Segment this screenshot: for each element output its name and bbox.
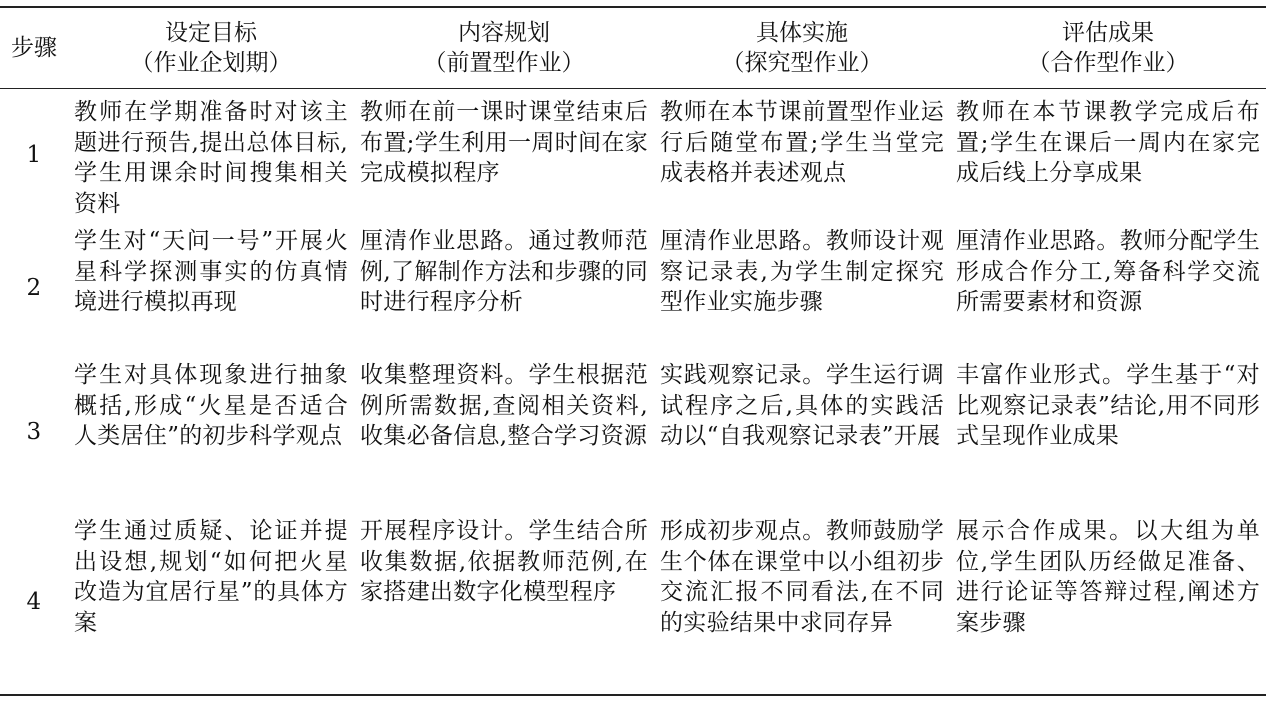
cell-evaluation: 厘清作业思路。教师分配学生形成合作分工,筹备科学交流所需要素材和资源 [956,228,1260,315]
homework-design-table-wrapper [0,6,1266,696]
header-step: 步骤 [11,35,57,61]
table-row [0,510,1266,695]
header-evaluation: 评估成果 （合作型作业） [1027,20,1189,76]
step-number: 4 [26,588,42,615]
header-set-goal: 设定目标 （作业企划期） [130,20,292,76]
cell-evaluation: 展示合作成果。以大组为单位,学生团队历经做足准备、进行论证等答辩过程,阐述方案步骤 [956,518,1260,636]
cell-content-plan: 收集整理资料。学生根据范例所需数据,查阅相关资料,收集必备信息,整合学习资源 [360,362,648,449]
cell-set-goal: 学生对具体现象进行抽象概括,形成“火星是否适合人类居住”的初步科学观点 [74,362,348,449]
cell-set-goal: 学生通过质疑、论证并提出设想,规划“如何把火星改造为宜居行星”的具体方案 [74,518,348,636]
table-row [0,89,1266,223]
cell-content-plan: 教师在前一课时课堂结束后布置;学生利用一周时间在家完成模拟程序 [360,99,648,186]
cell-content-plan: 厘清作业思路。通过教师范例,了解制作方法和步骤的同时进行程序分析 [360,228,648,315]
step-number: 1 [26,142,42,169]
cell-implementation: 形成初步观点。教师鼓励学生个体在课堂中以小组初步交流汇报不同看法,在不同的实验结果中求同存异 [660,518,944,636]
cell-implementation: 厘清作业思路。教师设计观察记录表,为学生制定探究型作业实施步骤 [660,228,944,315]
step-number: 2 [26,274,42,301]
header-content-plan: 内容规划 （前置型作业） [423,20,585,76]
homework-design-table [0,6,1266,696]
table-row [0,222,1266,354]
cell-set-goal: 学生对“天问一号”开展火星科学探测事实的仿真情境进行模拟再现 [74,228,348,315]
cell-evaluation: 教师在本节课教学完成后布置;学生在课后一周内在家完成后线上分享成果 [956,99,1260,186]
header-implementation: 具体实施 （探究型作业） [721,20,883,76]
table-header-row [0,7,1266,89]
cell-set-goal: 教师在学期准备时对该主题进行预告,提出总体目标,学生用课余时间搜集相关资料 [74,99,348,217]
cell-evaluation: 丰富作业形式。学生基于“对比观察记录表”结论,用不同形式呈现作业成果 [956,362,1260,449]
table-row [0,354,1266,510]
cell-implementation: 实践观察记录。学生运行调试程序之后,具体的实践活动以“自我观察记录表”开展 [660,362,944,449]
cell-content-plan: 开展程序设计。学生结合所收集数据,依据教师范例,在家搭建出数字化模型程序 [360,518,648,605]
cell-implementation: 教师在本节课前置型作业运行后随堂布置;学生当堂完成表格并表述观点 [660,99,944,186]
step-number: 3 [26,418,42,445]
